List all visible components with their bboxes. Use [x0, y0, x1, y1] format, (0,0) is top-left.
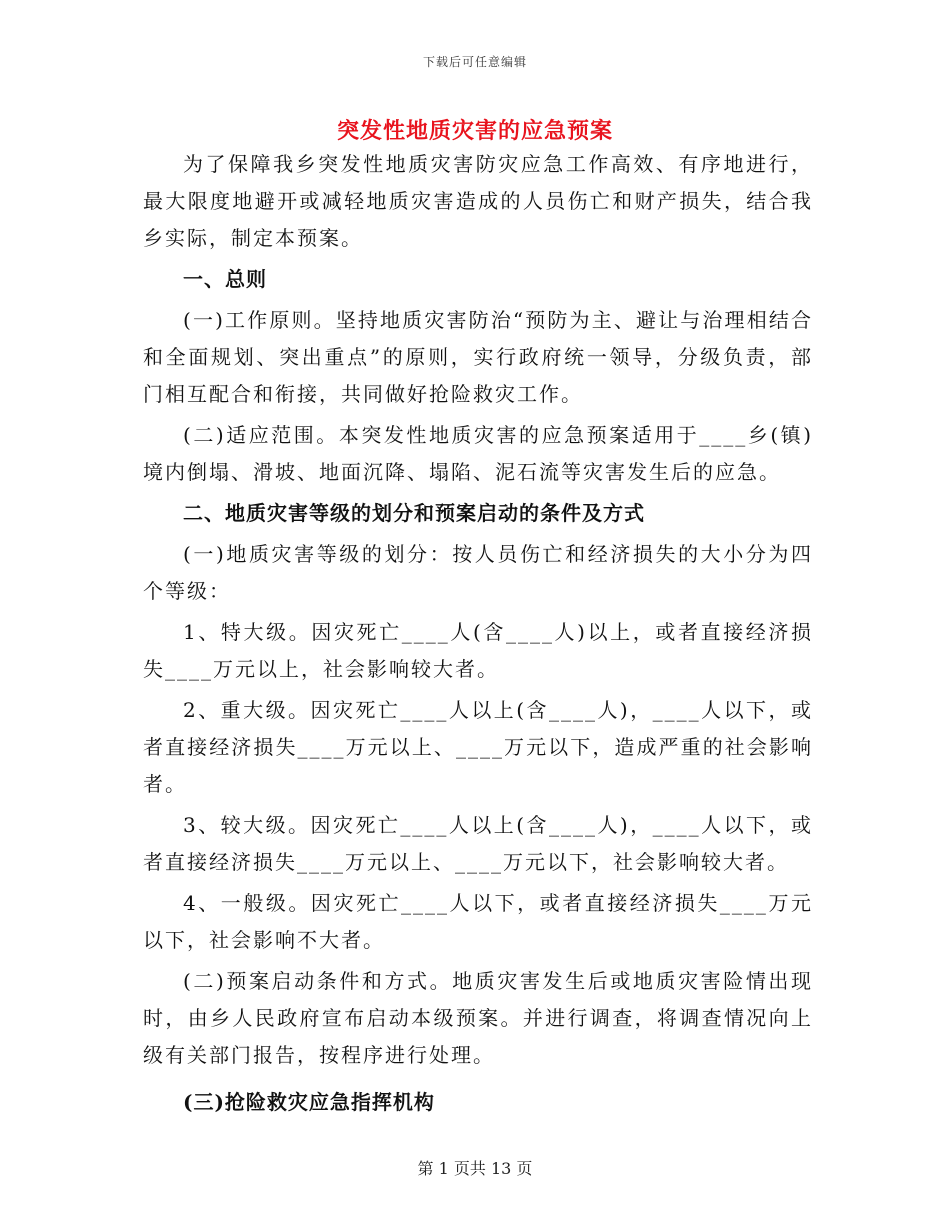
page-footer: 第 1 页共 13 页: [417, 1159, 533, 1178]
section-heading-levels: 二、地质灾害等级的划分和预案启动的条件及方式: [183, 501, 645, 525]
section-heading-command: (三)抢险救灾应急指挥机构: [183, 1090, 435, 1114]
paragraph-scope: (二)适应范围。本突发性地质灾害的应急预案适用于____乡(镇)境内倒塌、滑坡、地面沉降、塌陷、泥石流等灾害发生后的应急。: [143, 423, 813, 484]
paragraph-level-2: 2、重大级。因灾死亡____人以上(含____人)，____人以下，或者直接经济损失____万元以上、____万元以下，造成严重的社会影响者。: [143, 698, 813, 796]
paragraph-activation: (二)预案启动条件和方式。地质灾害发生后或地质灾害险情出现时，由乡人民政府宣布启动本级预案。并进行调查，将调查情况向上级有关部门报告，按程序进行处理。: [143, 969, 813, 1067]
paragraph-work-principle: (一)工作原则。坚持地质灾害防治“预防为主、避让与治理相结合和全面规划、突出重点”的原则，实行政府统一领导，分级负责，部门相互配合和衔接，共同做好抢险救灾工作。: [143, 308, 813, 406]
section-heading-general: 一、总则: [183, 267, 267, 291]
intro-paragraph: 为了保障我乡突发性地质灾害防灾应急工作高效、有序地进行，最大限度地避开或减轻地质灾害造成的人员伤亡和财产损失，结合我乡实际，制定本预案。: [143, 152, 813, 250]
document-title: 突发性地质灾害的应急预案: [336, 118, 613, 144]
header-note: 下载后可任意编辑: [422, 55, 527, 69]
paragraph-level-division: (一)地质灾害等级的划分：按人员伤亡和经济损失的大小分为四个等级：: [143, 542, 813, 603]
paragraph-level-4: 4、一般级。因灾死亡____人以下，或者直接经济损失____万元以下，社会影响不大者。: [143, 891, 813, 952]
document-body: [143, 146, 813, 1125]
paragraph-level-3: 3、较大级。因灾死亡____人以上(含____人)，____人以下，或者直接经济损失____万元以上、____万元以下，社会影响较大者。: [143, 813, 813, 874]
paragraph-level-1: 1、特大级。因灾死亡____人(含____人)以上，或者直接经济损失____万元以上，社会影响较大者。: [143, 620, 813, 681]
